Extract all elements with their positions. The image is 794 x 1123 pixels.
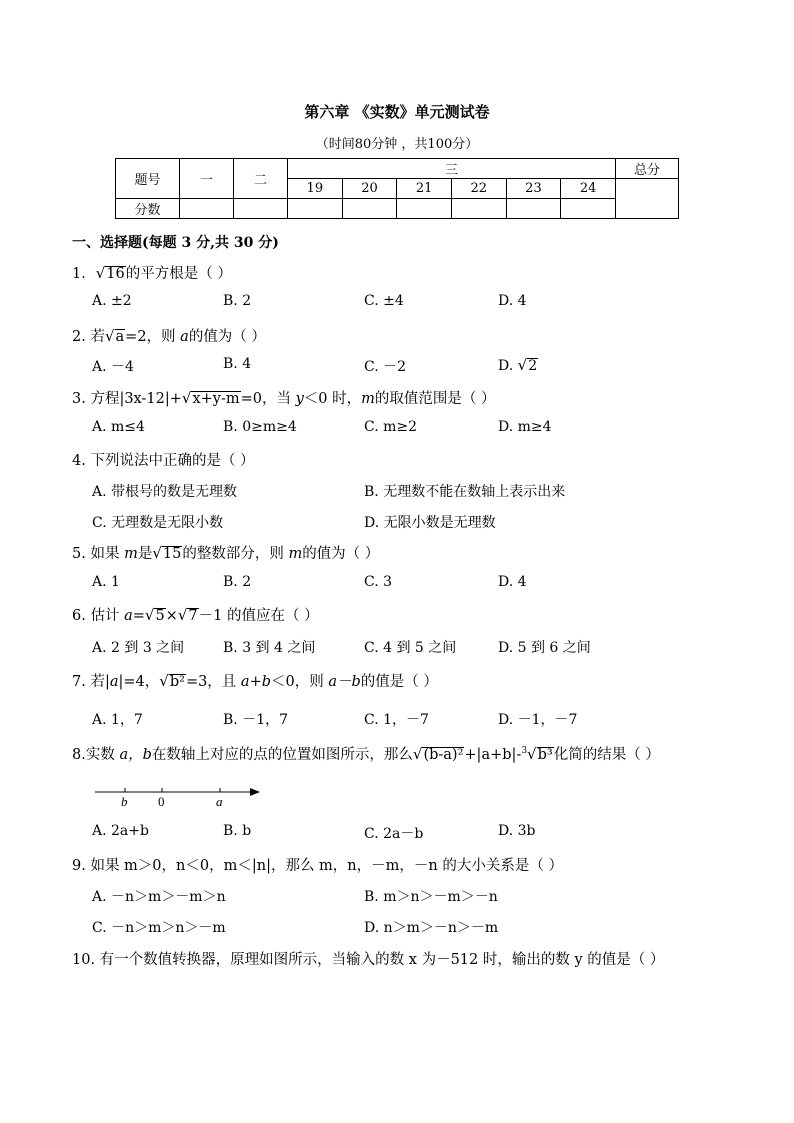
q9-option-c[interactable]: C. －n＞m＞n＞－m [92,920,226,936]
section-heading: 一、选择题(每题 3 分,共 30 分) [72,235,279,251]
score-table-total: 总分 [616,159,679,179]
q1-option-b[interactable]: B. 2 [223,293,252,309]
q3-option-c[interactable]: C. m≥2 [364,419,418,435]
score-table-part2: 二 [234,159,288,199]
score-table-part3: 三 [288,159,616,179]
page-title: 第六章 《实数》单元测试卷 [304,103,490,121]
question-10: 10. 有一个数值转换器，原理如图所示，当输入的数 x 为－512 时，输出的数 y 的值是（ ） [72,952,665,968]
question-8: 8.实数 a，b在数轴上对应的点的位置如图所示，那么√(b-a)²+|a+b|-$^3$√b³化简的结果（ ） [72,745,660,763]
q6-option-b[interactable]: B. 3 到 4 之间 [223,640,316,656]
q4-option-b[interactable]: B. 无理数不能在数轴上表示出来 [364,484,566,500]
label-zero: 0 [158,794,165,809]
question-5: 5. 如果 m是√15的整数部分，则 m的值为（ ） [72,544,380,562]
question-3: 3. 方程|3x-12|+√x+y-m=0，当 y＜0 时，m的取值范围是（ ） [72,389,496,407]
score-table-col-label: 题号 [116,159,180,199]
score-table-q24: 24 [561,179,616,199]
q8-option-a[interactable]: A. 2a+b [92,823,149,839]
question-2: 2. 若√a=2，则 a的值为（ ） [72,327,266,345]
score-table-q23: 23 [506,179,561,199]
q2-option-b[interactable]: B. 4 [223,356,252,372]
page-subtitle: （时间80分钟 ，共100分） [315,137,479,152]
q9-option-a[interactable]: A. －n＞m＞－m＞n [92,889,226,905]
q8-option-d[interactable]: D. 3b [498,823,536,839]
score-cell [234,199,288,219]
q2-option-a[interactable]: A. －4 [92,359,134,375]
label-b: b [121,794,128,809]
score-table [115,158,679,219]
q7-option-b[interactable]: B. －1，7 [223,712,289,728]
q8-option-c[interactable]: C. 2a－b [364,826,424,842]
q1-option-a[interactable]: A. ±2 [92,293,132,309]
label-a: a [216,794,223,809]
q3-option-d[interactable]: D. m≥4 [498,419,552,435]
q2-option-d[interactable]: D. √2 [498,356,538,374]
q4-option-d[interactable]: D. 无限小数是无理数 [364,515,496,531]
question-9: 9. 如果 m＞0，n＜0，m＜|n|，那么 m，n，－m，－n 的大小关系是（ ） [72,858,563,874]
number-line-diagram [90,782,270,812]
q5-option-b[interactable]: B. 2 [223,574,252,590]
score-table-q19: 19 [288,179,343,199]
score-table-row-label: 分数 [116,199,180,219]
score-cell [180,199,234,219]
q7-option-a[interactable]: A. 1，7 [92,712,143,728]
question-6: 6. 估计 a=√5×√7－1 的值应在（ ） [72,606,319,624]
score-cell [288,199,343,219]
score-table-part1: 一 [180,159,234,199]
q6-option-d[interactable]: D. 5 到 6 之间 [498,640,591,656]
q2-option-c[interactable]: C. －2 [364,359,407,375]
q5-option-c[interactable]: C. 3 [364,574,393,590]
q4-option-a[interactable]: A. 带根号的数是无理数 [92,484,238,500]
score-table-q21: 21 [397,179,452,199]
q9-option-b[interactable]: B. m＞n＞－m＞－n [364,889,498,905]
score-cell [561,199,616,219]
q1-option-c[interactable]: C. ±4 [364,293,404,309]
score-table-q22: 22 [451,179,506,199]
q6-option-a[interactable]: A. 2 到 3 之间 [92,640,185,656]
score-cell [342,199,397,219]
q4-option-c[interactable]: C. 无理数是无限小数 [92,515,224,531]
q8-option-b[interactable]: B. b [223,823,252,839]
number-line-arrow [250,788,260,796]
q9-option-d[interactable]: D. n＞m＞－n＞－m [364,920,499,936]
q3-option-b[interactable]: B. 0≥m≥4 [223,419,297,435]
score-cell [397,199,452,219]
q7-option-c[interactable]: C. 1，－7 [364,712,429,728]
q6-option-c[interactable]: C. 4 到 5 之间 [364,640,457,656]
q1-option-d[interactable]: D. 4 [498,293,527,309]
score-table-q20: 20 [342,179,397,199]
question-1: 1．√16的平方根是（ ） [72,264,232,282]
score-cell [506,199,561,219]
q5-option-a[interactable]: A. 1 [92,574,120,590]
score-cell [451,199,506,219]
q3-option-a[interactable]: A. m≤4 [92,419,145,435]
score-table-total-cell [616,179,679,219]
question-4: 4. 下列说法中正确的是（ ） [72,453,255,469]
q7-option-d[interactable]: D. －1，－7 [498,712,578,728]
question-7: 7. 若|a|=4，√b²=3，且 a+b＜0，则 a－b的值是（ ） [72,672,438,690]
q5-option-d[interactable]: D. 4 [498,574,527,590]
